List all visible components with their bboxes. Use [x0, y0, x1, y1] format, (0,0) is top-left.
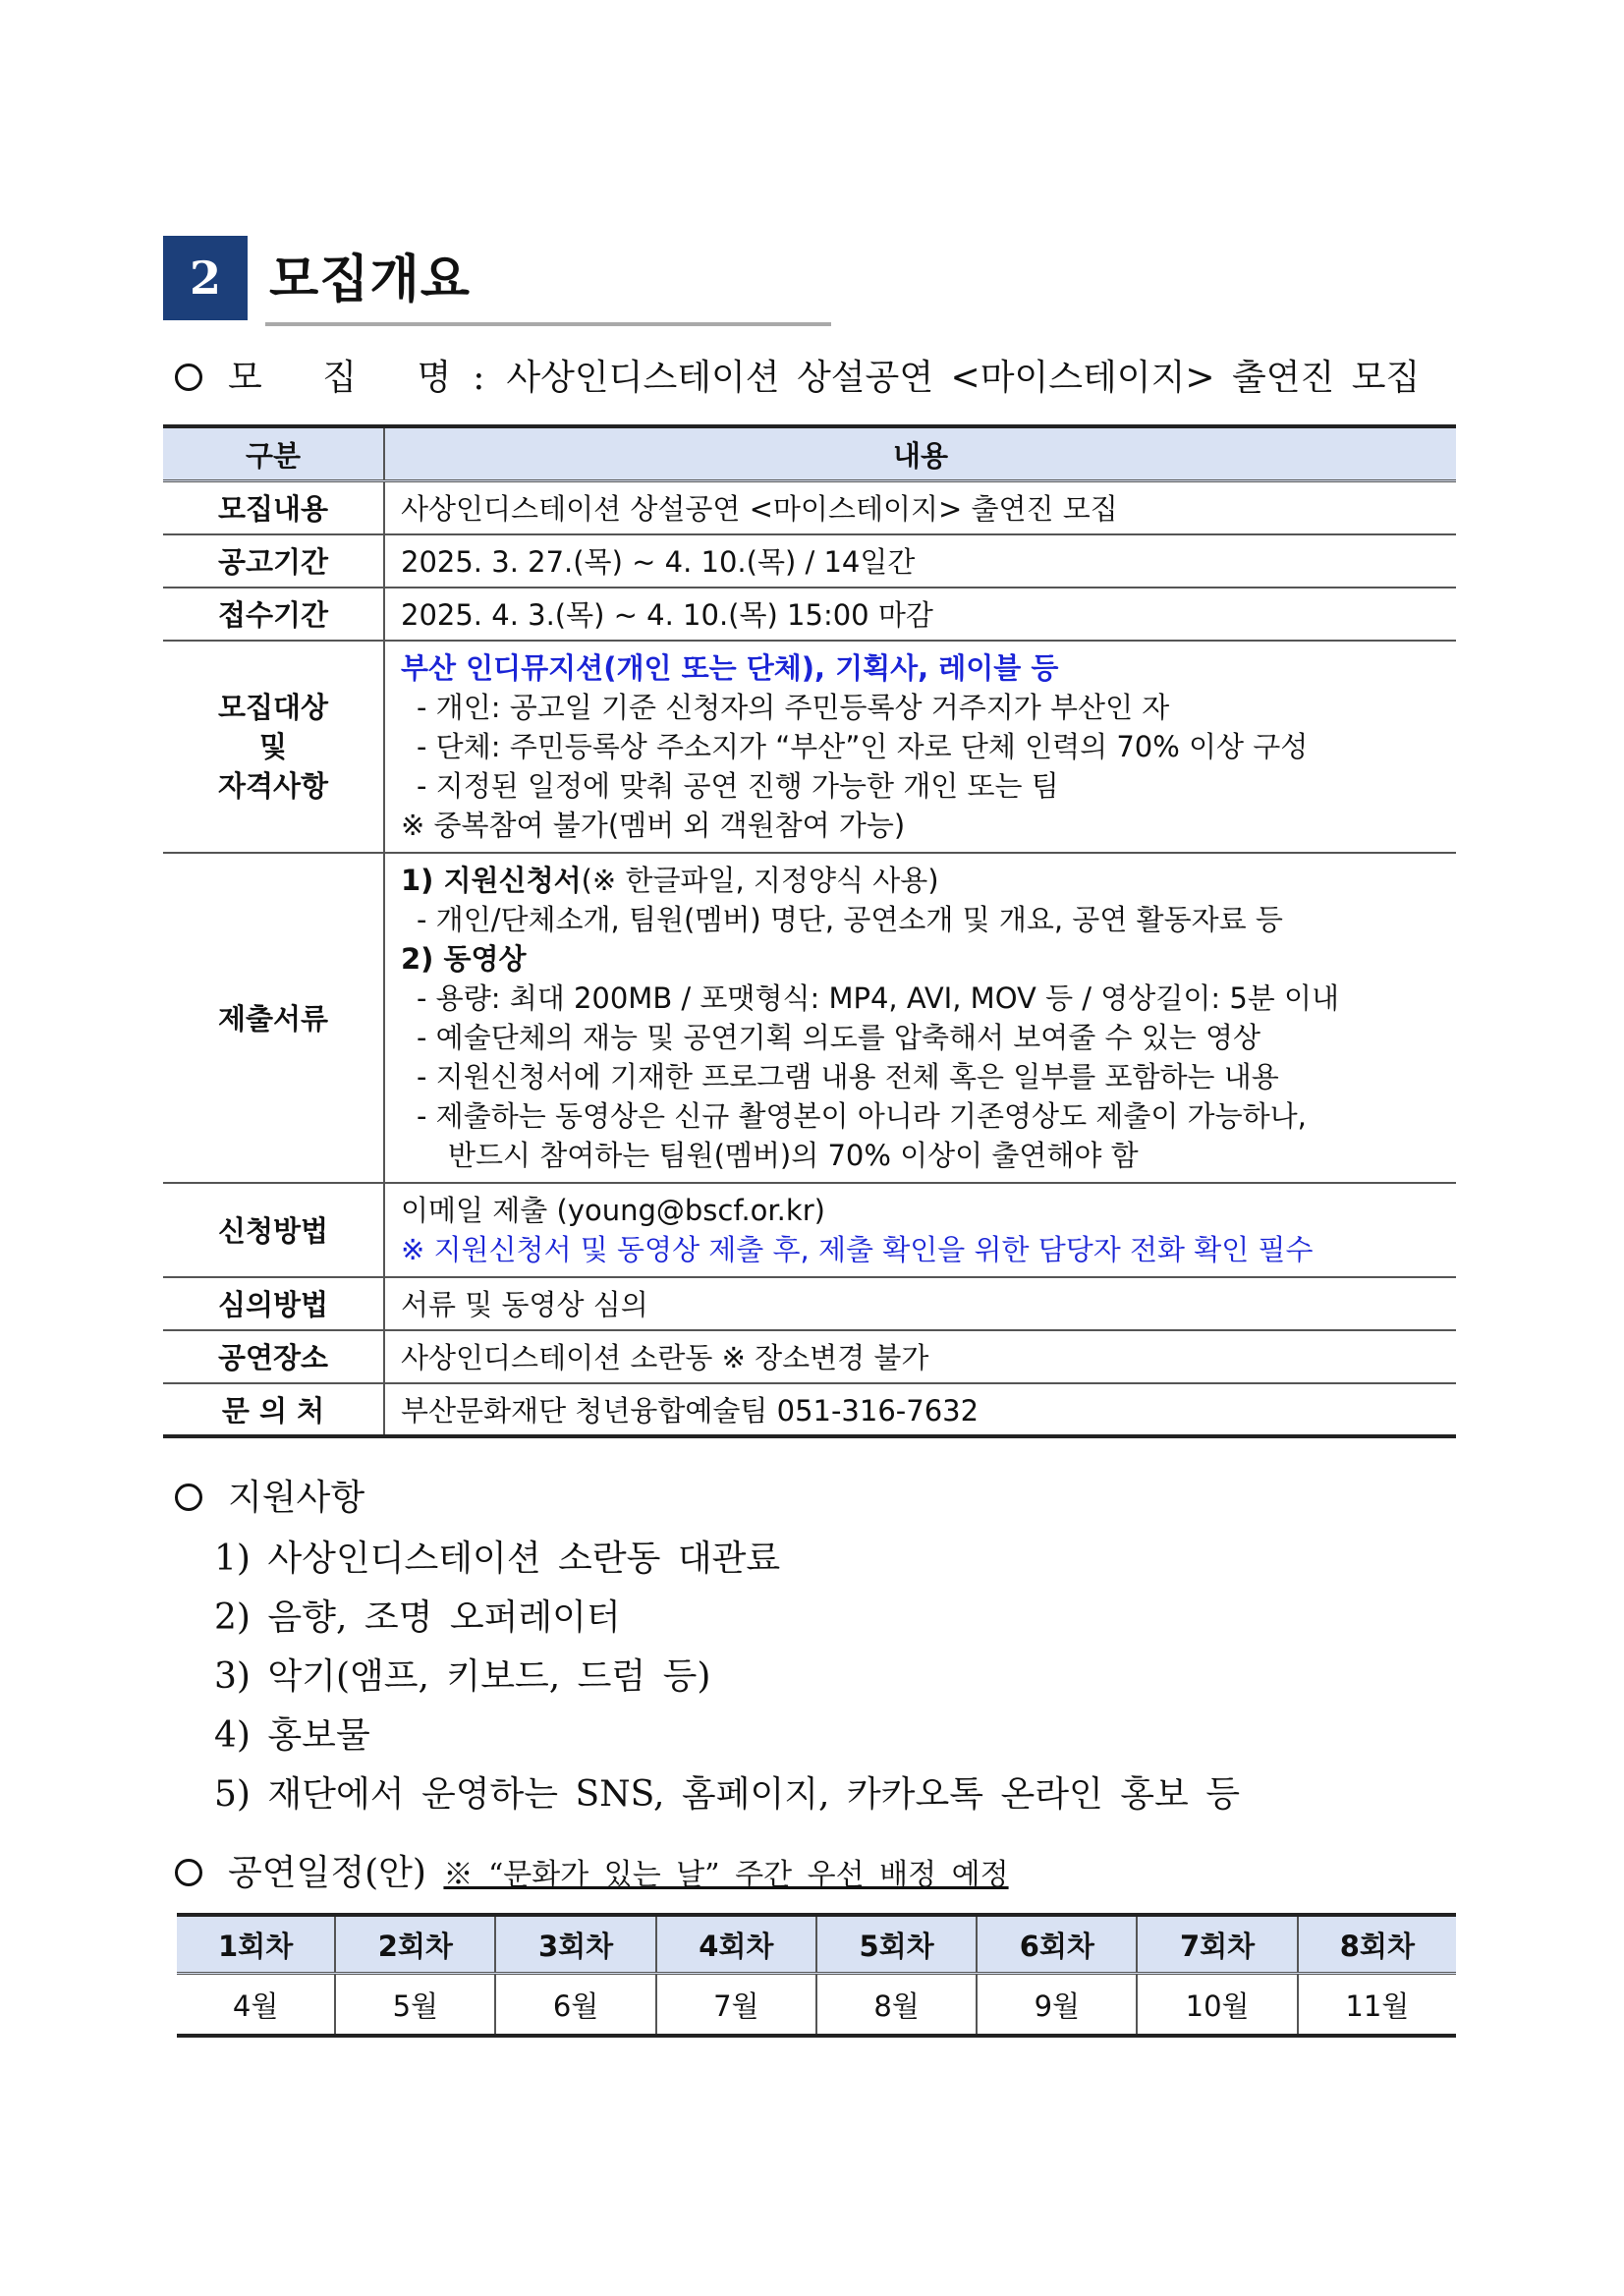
round-label: 3회차 — [495, 1915, 655, 1974]
row-value: 서류 및 동영상 심의 — [384, 1277, 1456, 1330]
support-title: 지원사항 — [228, 1478, 365, 1518]
table-row — [163, 1183, 1456, 1277]
round-label: 7회차 — [1137, 1915, 1297, 1974]
schedule-title: 공연일정(안) — [228, 1853, 426, 1893]
row-value: 2025. 3. 27.(목) ~ 4. 10.(목) / 14일간 — [384, 534, 1456, 588]
circle-bullet-icon — [175, 1859, 202, 1886]
row-value — [384, 1183, 1456, 1277]
table-row — [163, 1383, 1456, 1436]
round-label: 4회차 — [656, 1915, 816, 1974]
support-item: 2) 음향, 조명 오퍼레이터 — [214, 1597, 621, 1638]
section-title: 모집개요 — [269, 251, 471, 309]
overview-table — [163, 424, 1456, 1438]
row-key-line: 및 — [258, 729, 287, 763]
section-underline — [265, 322, 831, 326]
row-value: 사상인디스테이션 상설공연 <마이스테이지> 출연진 모집 — [384, 481, 1456, 534]
round-label: 5회차 — [816, 1915, 977, 1974]
apply-note: ※ 지원신청서 및 동영상 제출 후, 제출 확인을 위한 담당자 전화 확인 필수 — [401, 1232, 1314, 1266]
round-label: 1회차 — [177, 1915, 335, 1974]
row-key: 제출서류 — [163, 853, 384, 1183]
eligibility-note: ※ 중복참여 불가(멤버 외 객원참여 가능) — [401, 808, 906, 842]
row-key: 모집내용 — [163, 481, 384, 534]
row-value — [384, 853, 1456, 1183]
schedule-table — [177, 1913, 1456, 2038]
row-key: 신청방법 — [163, 1183, 384, 1277]
eligibility-line: - 개인: 공고일 기준 신청자의 주민등록상 거주지가 부산인 자 — [417, 690, 1170, 724]
eligibility-headline: 부산 인디뮤지션(개인 또는 단체), 기획사, 레이블 등 — [401, 650, 1059, 685]
section-header — [163, 236, 831, 326]
schedule-month-row — [177, 1974, 1456, 2037]
table-row — [163, 588, 1456, 641]
round-label: 6회차 — [977, 1915, 1137, 1974]
row-key: 심의방법 — [163, 1277, 384, 1330]
schedule-title-line — [175, 1845, 1009, 1895]
support-item: 4) 홍보물 — [214, 1715, 370, 1756]
docs-item-2-title: 2) 동영상 — [401, 941, 527, 976]
table-row — [163, 1277, 1456, 1330]
docs-item-1-note: (※ 한글파일, 지정양식 사용) — [581, 863, 939, 897]
header-content: 내용 — [384, 426, 1456, 481]
recruit-name-line — [175, 350, 1452, 400]
row-key — [163, 641, 384, 853]
row-key: 접수기간 — [163, 588, 384, 641]
apply-email-line: 이메일 제출 (young@bscf.or.kr) — [401, 1193, 825, 1227]
round-label: 2회차 — [335, 1915, 495, 1974]
docs-line: 반드시 참여하는 팀원(멤버)의 70% 이상이 출연해야 함 — [448, 1138, 1139, 1172]
table-row — [163, 853, 1456, 1183]
docs-line: - 예술단체의 재능 및 공연기획 의도를 압축해서 보여줄 수 있는 영상 — [417, 1020, 1261, 1054]
circle-bullet-icon — [175, 1484, 202, 1511]
month-cell: 10월 — [1137, 1974, 1297, 2037]
row-key: 공연장소 — [163, 1330, 384, 1383]
header-category: 구분 — [163, 426, 384, 481]
row-value: 2025. 4. 3.(목) ~ 4. 10.(목) 15:00 마감 — [384, 588, 1456, 641]
schedule-header-row — [177, 1915, 1456, 1974]
section-number: 2 — [163, 236, 248, 320]
month-cell: 8월 — [816, 1974, 977, 2037]
circle-bullet-icon — [175, 364, 202, 391]
schedule-note: ※ “문화가 있는 날” 주간 우선 배정 예정 — [443, 1858, 1009, 1892]
month-cell: 5월 — [335, 1974, 495, 2037]
row-key-line: 자격사항 — [217, 768, 329, 803]
row-value: 부산문화재단 청년융합예술팀 051-316-7632 — [384, 1383, 1456, 1436]
round-label: 8회차 — [1298, 1915, 1456, 1974]
month-cell: 4월 — [177, 1974, 335, 2037]
eligibility-line: - 지정된 일정에 맞춰 공연 진행 가능한 개인 또는 팀 — [417, 768, 1059, 803]
docs-item-1 — [401, 861, 1456, 900]
eligibility-line: - 단체: 주민등록상 주소지가 “부산”인 자로 단체 인력의 70% 이상 구성 — [417, 729, 1309, 763]
docs-line: - 개인/단체소개, 팀원(멤버) 명단, 공연소개 및 개요, 공연 활동자료 등 — [417, 902, 1283, 936]
row-key: 공고기간 — [163, 534, 384, 588]
month-cell: 9월 — [977, 1974, 1137, 2037]
recruit-name-label: 모 집 명: — [228, 358, 507, 398]
table-row — [163, 1330, 1456, 1383]
row-key-line: 모집대상 — [217, 690, 329, 724]
row-key: 문 의 처 — [163, 1383, 384, 1436]
support-item: 1) 사상인디스테이션 소란동 대관료 — [214, 1539, 781, 1579]
row-value: 사상인디스테이션 소란동 ※ 장소변경 불가 — [384, 1330, 1456, 1383]
month-cell: 6월 — [495, 1974, 655, 2037]
month-cell: 11월 — [1298, 1974, 1456, 2037]
table-row — [163, 641, 1456, 853]
support-item: 5) 재단에서 운영하는 SNS, 홈페이지, 카카오톡 온라인 홍보 등 — [214, 1774, 1240, 1815]
table-row — [163, 481, 1456, 534]
docs-item-1-title: 1) 지원신청서 — [401, 863, 582, 897]
docs-line: - 용량: 최대 200MB / 포맷형식: MP4, AVI, MOV 등 / 영상길이: 5분 이내 — [417, 980, 1340, 1015]
support-title-line — [175, 1470, 364, 1520]
table-row — [163, 534, 1456, 588]
support-item: 3) 악기(앰프, 키보드, 드럼 등) — [214, 1656, 711, 1697]
docs-line: - 지원신청서에 기재한 프로그램 내용 전체 혹은 일부를 포함하는 내용 — [417, 1059, 1279, 1093]
month-cell: 7월 — [656, 1974, 816, 2037]
docs-line: - 제출하는 동영상은 신규 촬영본이 아니라 기존영상도 제출이 가능하나, — [417, 1098, 1307, 1133]
recruit-name-value: 사상인디스테이션 상설공연 <마이스테이지> 출연진 모집 — [506, 358, 1421, 398]
table-header-row — [163, 426, 1456, 481]
row-value — [384, 641, 1456, 853]
